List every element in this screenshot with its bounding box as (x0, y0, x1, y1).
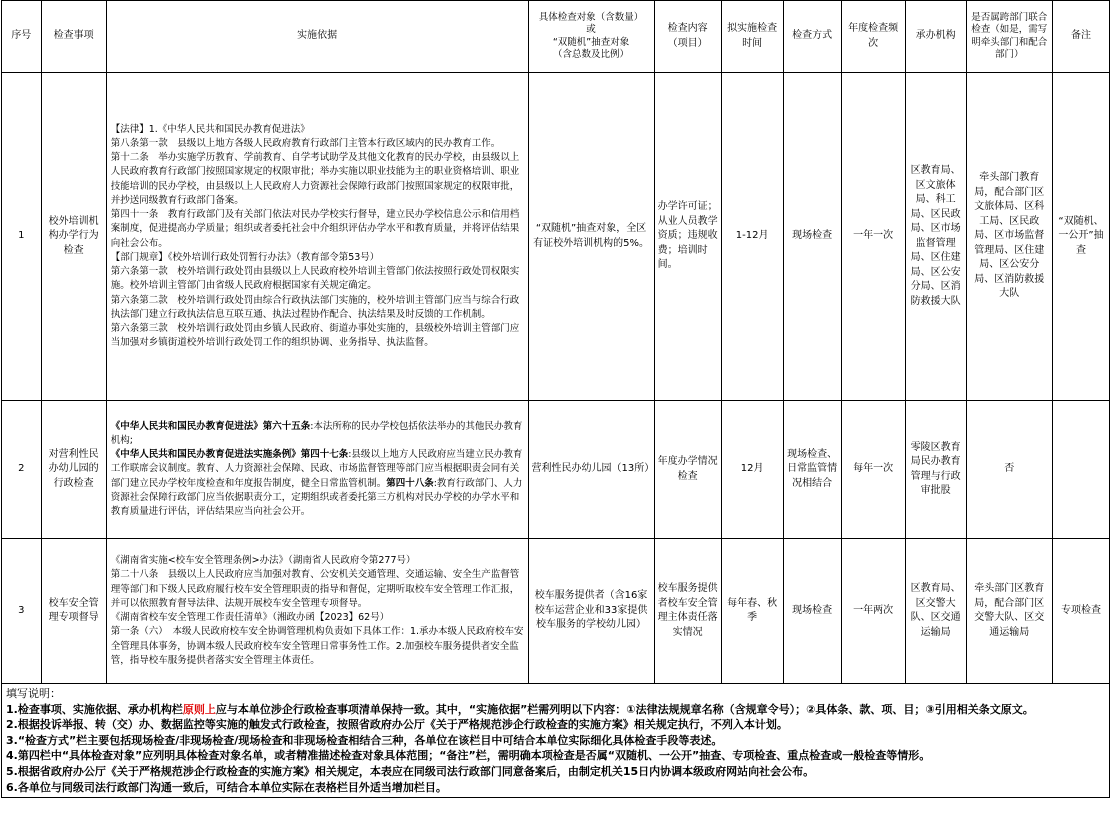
basis-law-name: 《中华人民共和国民办教育促进法实施条例》第四十七条 (110, 449, 349, 461)
basis-paragraph: 第一条（六） 本级人民政府校车安全协调管理机构负责如下具体工作：1.承办本级人民政府校车安全管理具体事务，协调本级人民政府校车安全管理日常事务性工作。2.加强校车服务提供者安全监管，指导校车服务提供者落实安全管理主体责任。 (110, 626, 524, 666)
row-method: 现场检查 (783, 73, 841, 401)
inspection-plan-table (1, 0, 1110, 798)
basis-law-name: 《中华人民共和国民办教育促进法》第六十五条 (110, 420, 311, 432)
row-remark (1053, 401, 1110, 539)
basis-paragraph: 第六条第一款 校外培训行政处罚由县级以上人民政府校外培训主管部门依法按照行政处罚权限实施。校外培训主管部门由省级人民政府根据国家有关规定确定。 (110, 266, 520, 292)
row-item: 对营利性民办幼儿园的行政检查 (41, 401, 106, 539)
row-object: 校车服务提供者（含16家校车运营企业和33家提供校车服务的学校幼儿园） (528, 539, 654, 684)
col-header-time: 拟实施检查时间 (721, 1, 783, 73)
row-content: 年度办学情况检查 (654, 401, 721, 539)
basis-paragraph: 《湖南省实施<校车安全管理条例>办法》（湖南省人民政府令第277号） (110, 555, 416, 566)
header-row (2, 1, 1110, 73)
row-item: 校车安全管理专项督导 (41, 539, 106, 684)
row-basis (106, 401, 528, 539)
basis-paragraph: 第四十一条 教育行政部门及有关部门依法对民办学校实行督导，建立民办学校信息公示和信用档案制度，促进提高办学质量；组织或者委托社会中介组织评估办学水平和教育质量，并将评估结果向社会公布。 (110, 209, 520, 249)
basis-paragraph (111, 448, 524, 519)
filling-notes (2, 684, 1110, 798)
col-header-content: 检查内容 （项目） (654, 1, 721, 73)
row-remark: “双随机、一公开”抽查 (1053, 73, 1110, 401)
row-basis (106, 73, 528, 401)
row-remark: 专项检查 (1053, 539, 1110, 684)
row-method: 现场检查 (783, 539, 841, 684)
basis-paragraph: 【法律】1.《中华人民共和国民办教育促进法》 (110, 123, 310, 135)
col-header-basis: 实施依据 (106, 1, 528, 73)
basis-paragraph: 第十二条 举办实施学历教育、学前教育、自学考试助学及其他文化教育的民办学校，由县级以上人民政府教育行政部门按照国家规定的权限审批；举办实施以职业技能为主的职业资格培训、职业技能培训的民办学校，由县级以上人民政府人力资源社会保障行政部门按照国家规定的权限审批，并抄送同级教育行政部门备案。 (110, 152, 520, 206)
row-freq: 一年两次 (841, 539, 905, 684)
row-content: 校车服务提供者校车安全管理主体责任落实情况 (654, 539, 721, 684)
row-object: 营利性民办幼儿园（13所） (528, 401, 654, 539)
notes-line: 5.根据省政府办公厅《关于严格规范涉企行政检查的实施方案》相关规定，本表应在同级司法行政部门同意备案后，由制定机关15日内协调本级政府网站向社会公布。 (6, 765, 815, 779)
notes-line: 4.第四栏中“具体检查对象”应列明具体检查对象名单，或者精准描述检查对象具体范围；“备注”栏，需明确本项检查是否属“双随机、一公开”抽查、专项检查、重点检查或一般检查等情形。 (6, 749, 931, 763)
notes-line: 3.“检查方式”栏主要包括现场检查/非现场检查/现场检查和非现场检查相结合三种，各单位在该栏目中可结合本单位实际细化具体检查手段等表述。 (6, 733, 723, 747)
row-org: 零陵区教育局民办教育管理与行政审批股 (905, 401, 966, 539)
col-header-method: 检查方式 (783, 1, 841, 73)
row-joint: 牵头部门区教育局，配合部门区交警大队、区交通运输局 (966, 539, 1052, 684)
row-item: 校外培训机构办学行为检查 (41, 73, 106, 401)
notes-title: 填写说明： (6, 687, 61, 700)
notes-line1-a: 1.检查事项、实施依据、承办机构栏 (6, 702, 183, 716)
row-org: 区教育局、区交警大队、区交通运输局 (905, 539, 966, 684)
basis-paragraph: 第八条第一款 县级以上地方各级人民政府教育行政部门主管本行政区域内的民办教育工作。 (110, 137, 501, 149)
table-row (2, 401, 1110, 539)
row-org: 区教育局、区文旅体局、科工局、区民政局、区市场监督管理局、区住建局、区公安分局、区消防救援大队 (905, 73, 966, 401)
basis-paragraph: 第六条第三款 校外培训行政处罚由乡镇人民政府、街道办事处实施的，县级校外培训主管部门应当加强对乡镇街道校外培训行政处罚工作的组织协调、业务指导、执法监督。 (110, 323, 520, 349)
row-time: 每年春、秋季 (721, 539, 783, 684)
row-freq: 一年一次 (841, 73, 905, 401)
table-row (2, 539, 1110, 684)
notes-line: 6.各单位与同级司法行政部门沟通一致后，可结合本单位实际在表格栏目外适当增加栏目。 (6, 780, 447, 794)
col-header-joint: 是否属跨部门联合检查（如是，需写明牵头部门和配合部门） (966, 1, 1052, 73)
col-header-object: 具体检查对象（含数量） 或 “双随机”抽查对象 （含总数及比例） (528, 1, 654, 73)
row-basis (106, 539, 528, 684)
row-time: 12月 (721, 401, 783, 539)
basis-law-name: 第四十八条 (386, 477, 434, 489)
row-content: 办学许可证；从业人员教学资质；违规收费；培训时间。 (654, 73, 721, 401)
basis-paragraph: 第六条第二款 校外培训行政处罚由综合行政执法部门实施的，校外培训主管部门应当与综合行政执法部门建立行政执法信息互联互通、执法过程协作配合、执法结果及时反馈的工作机制。 (110, 294, 520, 320)
notes-line: 2.根据投诉举报、转（交）办、数据监控等实施的触发式行政检查，按照省政府办公厅《关于严格规范涉企行政检查的实施方案》相关规定执行，不列入本计划。 (6, 718, 788, 732)
notes-line1-b: 应与本单位涉企行政检查事项清单保持一致。其中，“实施依据”栏需列明以下内容：①法律法规规章名称（含规章令号）；②具体条、款、项、目；③引用相关条文原文。 (215, 702, 1034, 716)
notes-line1-highlight: 原则上 (182, 702, 216, 716)
row-seq: 1 (2, 73, 42, 401)
row-joint: 牵头部门教育局，配合部门区文旅体局、区科工局、区民政局、区市场监督管理局、区住建局、区公安分局、区消防救援大队 (966, 73, 1052, 401)
col-header-remark: 备注 (1053, 1, 1110, 73)
col-header-seq: 序号 (2, 1, 42, 73)
row-seq: 3 (2, 539, 42, 684)
row-freq: 每年一次 (841, 401, 905, 539)
col-header-org: 承办机构 (905, 1, 966, 73)
col-header-freq: 年度检查频次 (841, 1, 905, 73)
basis-text: :县级以上地方人民政府应当建立民办教育工作联席会议制度。教育、人力资源社会保障、民政、市场监督管理等部门应当根据职责会同有关部门建立民办学校年度检查和年度报告制度，健全日常监管机制。 (110, 449, 523, 489)
basis-text: :教育行政部门、人力资源社会保障行政部门应当依据职责分工，定期组织或者委托第三方机构对民办学校的办学水平和教育质量进行评估，评估结果应当向社会公开。 (110, 477, 523, 518)
notes-row (2, 684, 1110, 798)
row-method: 现场检查、日常监管情况相结合 (783, 401, 841, 539)
col-header-item: 检查事项 (41, 1, 106, 73)
basis-paragraph: 《湖南省校车安全管理工作责任清单》（湘政办函【2023】62号） (110, 612, 390, 623)
row-joint: 否 (966, 401, 1052, 539)
row-time: 1-12月 (721, 73, 783, 401)
basis-text: :本法所称的民办学校包括依法举办的其他民办教育机构; (110, 420, 523, 446)
basis-paragraph: 【部门规章】《校外培训行政处罚暂行办法》（教育部令第53号） (110, 251, 380, 263)
notes-line (6, 702, 1105, 718)
row-seq: 2 (2, 401, 42, 539)
basis-paragraph (111, 420, 524, 449)
row-object: “双随机”抽查对象，全区有证校外培训机构的5%。 (528, 73, 654, 401)
basis-paragraph: 第二十八条 县级以上人民政府应当加强对教育、公安机关交通管理、交通运输、安全生产监督管理等部门和下级人民政府履行校车安全管理职责的指导和督促，定期听取校车安全管理工作汇报，并可以依照教育督导法律、法规开展校车安全管理专项督导。 (110, 569, 520, 609)
table-row (2, 73, 1110, 401)
